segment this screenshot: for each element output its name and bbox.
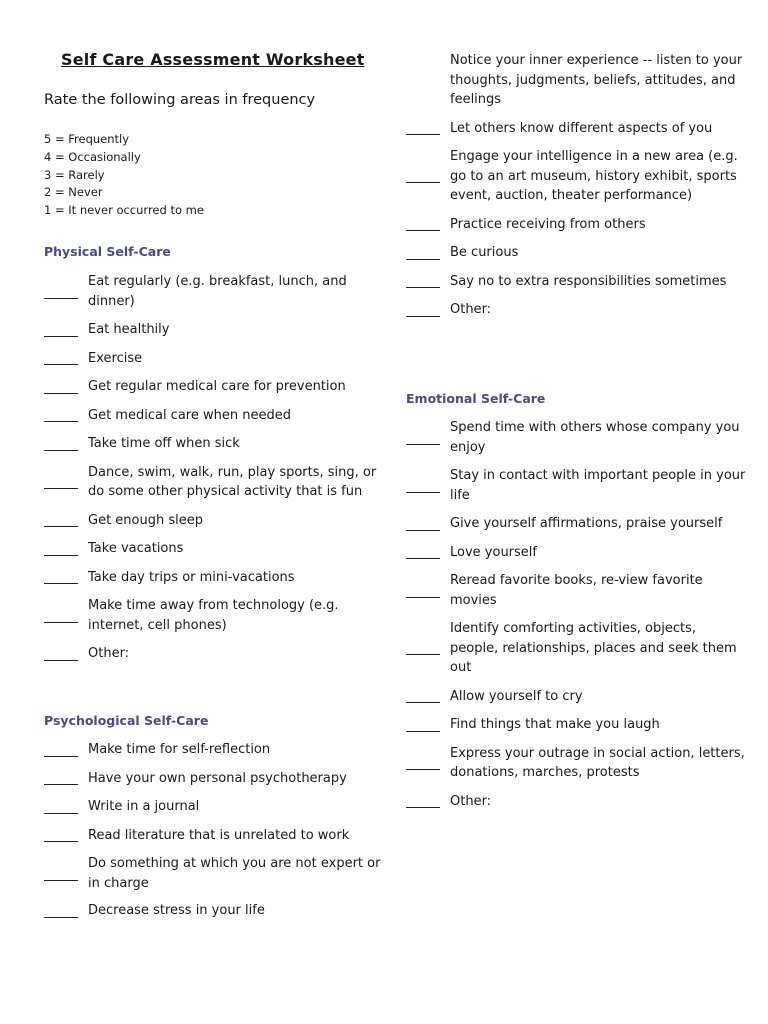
scale-item: 2 = Never <box>44 185 103 200</box>
scale-item: 1 = It never occurred to me <box>44 203 204 218</box>
rating-blank[interactable] <box>44 916 78 918</box>
checklist-item <box>44 349 384 369</box>
rating-blank[interactable] <box>44 554 78 556</box>
checklist-item-text: Make time away from technology (e.g. internet, cell phones) <box>88 598 339 633</box>
checklist-item <box>44 511 384 531</box>
checklist-item <box>406 792 746 812</box>
scale-item: 3 = Rarely <box>44 167 105 182</box>
checklist-item <box>44 740 384 760</box>
rating-blank[interactable] <box>406 258 440 260</box>
checklist-item <box>44 568 384 588</box>
checklist-item-text: Find things that make you laugh <box>450 717 660 732</box>
checklist-item-text: Allow yourself to cry <box>450 688 583 704</box>
checklist-item-text: Be curious <box>450 245 519 260</box>
rating-blank[interactable] <box>406 529 440 531</box>
checklist-item <box>44 596 384 635</box>
checklist-item-text: Express your outrage in social action, letters, donations, marches, protests <box>450 745 745 780</box>
checklist-item-text: Get regular medical care for prevention <box>88 379 346 394</box>
worksheet-title: Self Care Assessment Worksheet <box>61 50 365 69</box>
checklist-item-text: Get medical care when needed <box>88 407 291 423</box>
checklist-item-text: Practice receiving from others <box>450 216 646 232</box>
rating-blank[interactable] <box>406 443 440 445</box>
rating-blank[interactable] <box>44 420 78 422</box>
section-heading-emotional: Emotional Self-Care <box>406 391 546 406</box>
checklist-item-text: Take time off when sick <box>88 436 240 451</box>
scale-item: 5 = Frequently <box>44 132 130 146</box>
checklist-item <box>406 272 746 292</box>
checklist-item <box>406 619 746 678</box>
rating-blank[interactable] <box>406 286 440 288</box>
checklist-item-text: Have your own personal psychotherapy <box>88 770 347 786</box>
rating-blank[interactable] <box>44 783 78 785</box>
scale-item: 4 = Occasionally <box>44 149 141 164</box>
rating-blank[interactable] <box>406 557 440 559</box>
checklist-item <box>406 744 746 783</box>
checklist-item <box>406 243 746 263</box>
rating-blank[interactable] <box>406 653 440 655</box>
rating-blank[interactable] <box>44 755 78 757</box>
rating-blank[interactable] <box>406 181 440 183</box>
checklist-item-text: Let others know different aspects of you <box>450 120 713 136</box>
rating-blank[interactable] <box>44 297 78 299</box>
checklist-item <box>44 854 384 893</box>
section-heading-psychological: Psychological Self-Care <box>44 713 209 728</box>
checklist-item <box>406 300 746 320</box>
checklist-item-text: Eat regularly (e.g. breakfast, lunch, and dinner) <box>88 274 347 309</box>
instructions: Rate the following areas in frequency <box>44 92 316 108</box>
rating-blank[interactable] <box>406 730 440 732</box>
checklist-item-text: Other: <box>88 646 130 661</box>
rating-blank[interactable] <box>406 133 440 135</box>
checklist-item-text: Write in a journal <box>88 799 200 814</box>
checklist-item <box>44 826 384 846</box>
checklist-item-text: Spend time with others whose company you enjoy <box>450 420 740 455</box>
checklist-item-text: Take vacations <box>88 541 184 556</box>
checklist-item-text: Decrease stress in your life <box>88 903 265 918</box>
checklist-item-text: Do something at which you are not expert or in charge <box>88 856 381 891</box>
rating-blank[interactable] <box>44 879 78 881</box>
physical-list <box>44 272 384 664</box>
rating-blank[interactable] <box>406 86 440 87</box>
checklist-item <box>44 463 384 502</box>
rating-blank[interactable] <box>44 487 78 489</box>
checklist-item-text: Reread favorite books, re-view favorite movies <box>450 573 703 608</box>
checklist-item <box>44 539 384 559</box>
checklist-item <box>44 406 384 426</box>
checklist-item-text: Dance, swim, walk, run, play sports, sing, or do some other physical activity that is fun <box>88 464 377 499</box>
rating-blank[interactable] <box>406 229 440 231</box>
checklist-item-text: Love yourself <box>450 544 537 560</box>
checklist-item-text: Eat healthily <box>88 322 170 337</box>
checklist-item-text: Say no to extra responsibilities sometimes <box>450 273 727 289</box>
checklist-item-text: Give yourself affirmations, praise yourself <box>450 516 723 531</box>
checklist-item-text: Make time for self-reflection <box>88 742 271 757</box>
checklist-item <box>44 377 384 397</box>
checklist-item <box>406 571 746 610</box>
checklist-item-text: Exercise <box>88 350 143 366</box>
checklist-item <box>406 215 746 235</box>
checklist-item-text: Engage your intelligence in a new area (e.g. go to an art museum, history exhibit, sports event, auction, theater performance) <box>450 149 738 203</box>
checklist-item <box>406 514 746 534</box>
rating-blank[interactable] <box>44 449 78 451</box>
checklist-item <box>406 543 746 563</box>
rating-blank[interactable] <box>406 701 440 703</box>
rating-blank[interactable] <box>44 582 78 584</box>
rating-scale <box>44 131 204 220</box>
checklist-item <box>406 466 746 505</box>
checklist-item <box>44 797 384 817</box>
checklist-item <box>44 769 384 789</box>
rating-blank[interactable] <box>406 596 440 598</box>
rating-blank[interactable] <box>44 840 78 842</box>
rating-blank[interactable] <box>44 525 78 527</box>
rating-blank[interactable] <box>44 659 78 661</box>
rating-blank[interactable] <box>44 363 78 365</box>
psychological-continued-list <box>406 51 746 320</box>
checklist-item-text: Get enough sleep <box>88 512 203 528</box>
checklist-item-text: Notice your inner experience -- listen to your thoughts, judgments, beliefs, attitudes, and feelings <box>450 53 743 107</box>
checklist-item-text: Take day trips or mini-vacations <box>88 569 295 585</box>
rating-blank[interactable] <box>406 806 440 808</box>
checklist-item <box>406 147 746 206</box>
psychological-list <box>44 740 384 921</box>
checklist-item <box>44 320 384 340</box>
checklist-item <box>44 272 384 311</box>
rating-blank[interactable] <box>406 768 440 770</box>
rating-blank[interactable] <box>44 621 78 623</box>
checklist-item <box>406 418 746 457</box>
checklist-item <box>406 715 746 735</box>
checklist-item-text: Read literature that is unrelated to work <box>88 827 350 843</box>
emotional-list <box>406 418 746 811</box>
checklist-item <box>406 119 746 139</box>
rating-blank[interactable] <box>44 335 78 337</box>
checklist-item-text: Other: <box>450 302 492 317</box>
rating-blank[interactable] <box>406 315 440 317</box>
checklist-item <box>406 51 746 110</box>
section-heading-physical: Physical Self-Care <box>44 244 171 259</box>
checklist-item <box>406 687 746 707</box>
checklist-item-text: Stay in contact with important people in your life <box>450 468 746 503</box>
rating-blank[interactable] <box>44 392 78 394</box>
checklist-item-text: Other: <box>450 793 492 809</box>
checklist-item-text: Identify comforting activities, objects, people, relationships, places and seek them out <box>450 621 737 675</box>
checklist-item <box>44 901 384 921</box>
rating-blank[interactable] <box>406 491 440 493</box>
rating-blank[interactable] <box>44 812 78 814</box>
checklist-item <box>44 644 384 664</box>
checklist-item <box>44 434 384 454</box>
